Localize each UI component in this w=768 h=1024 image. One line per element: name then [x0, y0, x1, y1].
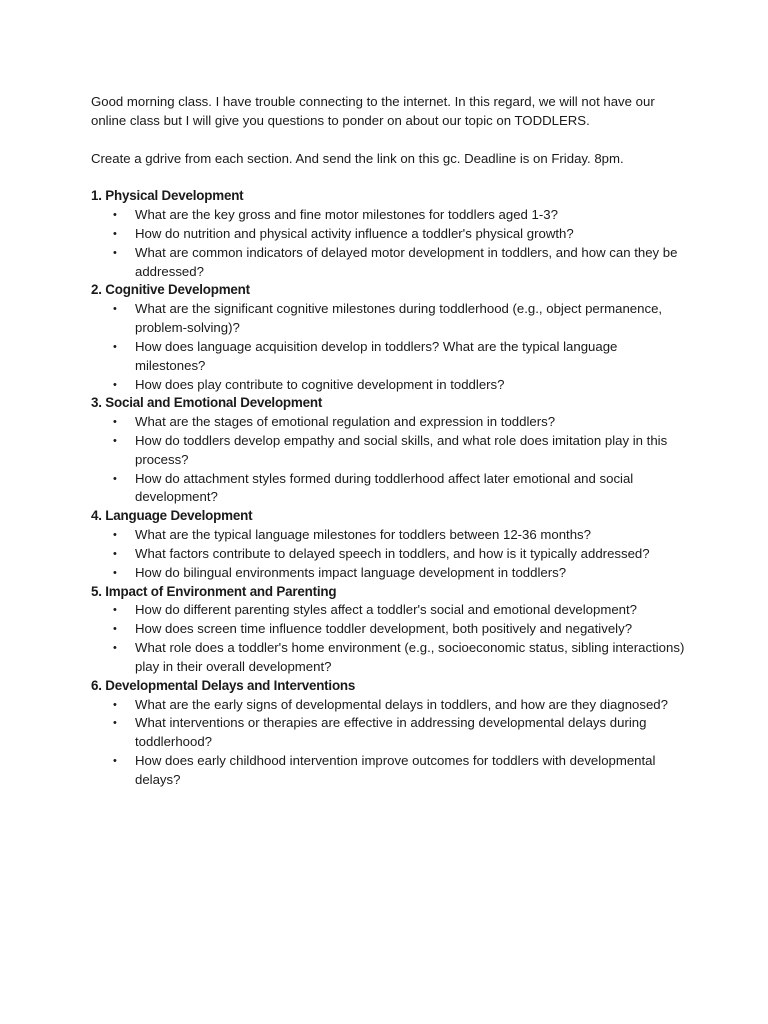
bullet-icon: •: [113, 209, 117, 222]
question-text: What are common indicators of delayed motor development in toddlers, and how can they be addressed?: [135, 244, 678, 279]
question-text: What are the significant cognitive milestones during toddlerhood (e.g., object permanence, problem-solving)?: [135, 301, 663, 336]
question-text: What are the early signs of developmental delays in toddlers, and how are they diagnosed?: [135, 696, 668, 712]
question-item: [91, 413, 691, 432]
question-text: How do nutrition and physical activity influence a toddler's physical growth?: [135, 226, 574, 242]
question-item: [91, 639, 691, 677]
question-item: [91, 376, 691, 395]
question-text: What interventions or therapies are effective in addressing developmental delays during toddlerhood?: [135, 715, 647, 750]
section-heading: 5. Impact of Environment and Parenting: [91, 583, 337, 599]
question-text: What are the typical language milestones for toddlers between 12-36 months?: [135, 527, 591, 543]
question-item: [91, 564, 691, 583]
intro-paragraph-instructions: Create a gdrive from each section. And send the link on this gc. Deadline is on Friday. 8pm.: [91, 150, 624, 166]
bullet-icon: •: [113, 340, 117, 353]
question-text: How do toddlers develop empathy and social skills, and what role does imitation play in this process?: [135, 433, 668, 467]
intro-paragraph-greeting: Good morning class. I have trouble connecting to the internet. In this regard, we will not have our online class but I will give you questions to ponder on about our topic on TODDLERS.: [91, 94, 655, 128]
section-cognitive-development: [91, 281, 691, 394]
question-item: [91, 526, 691, 545]
question-item: [91, 714, 691, 752]
question-text: What are the stages of emotional regulation and expression in toddlers?: [135, 414, 556, 430]
bullet-icon: •: [113, 435, 117, 448]
intro: [91, 93, 691, 168]
bullet-icon: •: [113, 228, 117, 241]
bullet-icon: •: [113, 717, 117, 730]
section-heading: 6. Developmental Delays and Interventions: [91, 677, 356, 693]
question-list: [91, 601, 691, 676]
question-list: [91, 413, 691, 507]
question-text: How does play contribute to cognitive development in toddlers?: [135, 376, 505, 392]
section-social-emotional-development: [91, 394, 691, 507]
question-item: [91, 470, 691, 508]
question-list: [91, 526, 691, 582]
bullet-icon: •: [113, 566, 117, 579]
bullet-icon: •: [113, 472, 117, 485]
section-heading: 1. Physical Development: [91, 188, 244, 204]
question-item: [91, 244, 691, 282]
sections-list: [91, 187, 691, 789]
question-list: [91, 696, 691, 790]
question-text: How does early childhood intervention improve outcomes for toddlers with developmental delays?: [135, 752, 656, 787]
bullet-icon: •: [113, 529, 117, 542]
section-physical-development: [91, 187, 691, 281]
question-item: [91, 432, 691, 470]
section-heading: 2. Cognitive Development: [91, 282, 250, 298]
question-item: [91, 601, 691, 620]
bullet-icon: •: [113, 246, 117, 259]
question-item: [91, 300, 691, 338]
question-text: How does screen time influence toddler development, both positively and negatively?: [135, 621, 633, 637]
question-list: [91, 206, 691, 281]
document-page: [91, 93, 691, 790]
section-heading: 3. Social and Emotional Development: [91, 395, 323, 411]
bullet-icon: •: [113, 547, 117, 560]
bullet-icon: •: [113, 623, 117, 636]
question-text: What factors contribute to delayed speech in toddlers, and how is it typically addressed?: [135, 545, 650, 561]
section-heading: 4. Language Development: [91, 508, 253, 524]
bullet-icon: •: [113, 378, 117, 391]
question-item: [91, 206, 691, 225]
bullet-icon: •: [113, 303, 117, 316]
question-text: How do bilingual environments impact language development in toddlers?: [135, 564, 567, 580]
question-item: [91, 225, 691, 244]
question-text: How does language acquisition develop in toddlers? What are the typical language milestones?: [135, 338, 618, 373]
question-item: [91, 696, 691, 715]
section-delays-interventions: [91, 677, 691, 790]
section-language-development: [91, 507, 691, 582]
section-environment-parenting: [91, 583, 691, 677]
bullet-icon: •: [113, 642, 117, 655]
question-list: [91, 300, 691, 394]
bullet-icon: •: [113, 416, 117, 429]
question-item: [91, 338, 691, 376]
question-text: What role does a toddler's home environment (e.g., socioeconomic status, sibling interactions) play in their overall development?: [135, 640, 685, 674]
question-item: [91, 620, 691, 639]
bullet-icon: •: [113, 698, 117, 711]
question-text: What are the key gross and fine motor milestones for toddlers aged 1-3?: [135, 207, 558, 223]
question-text: How do attachment styles formed during toddlerhood affect later emotional and social development?: [135, 470, 634, 505]
question-item: [91, 752, 691, 790]
question-text: How do different parenting styles affect a toddler's social and emotional development?: [135, 602, 637, 618]
bullet-icon: •: [113, 754, 117, 767]
bullet-icon: •: [113, 604, 117, 617]
question-item: [91, 545, 691, 564]
